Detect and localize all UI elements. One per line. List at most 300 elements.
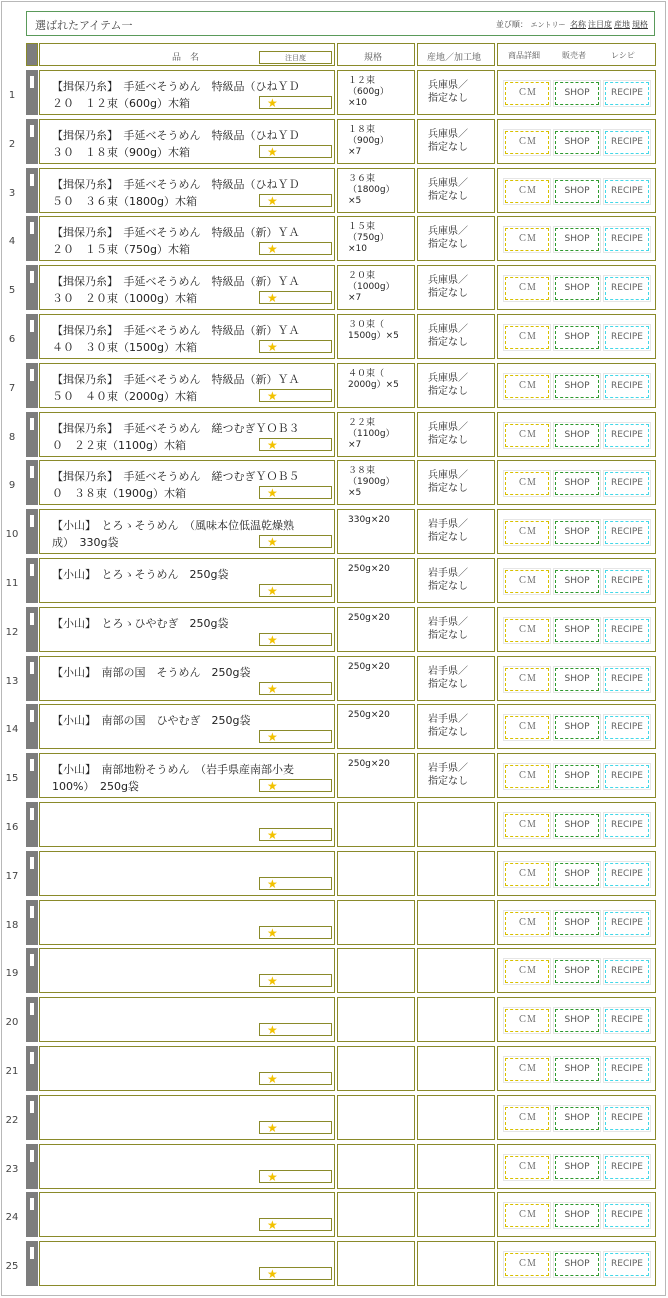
item-name-line-2: ３０ １８束（900g）木箱 <box>52 146 190 159</box>
row-handle[interactable] <box>26 656 38 701</box>
item-spec: １５束 （750g） ×10 <box>348 222 389 254</box>
cm-button[interactable]: ＣＭ <box>505 228 549 251</box>
row-handle[interactable] <box>26 1046 38 1091</box>
row-handle[interactable] <box>26 802 38 847</box>
row-handle[interactable] <box>26 1192 38 1237</box>
header-sidebar <box>26 43 38 66</box>
actions-cell <box>497 119 656 164</box>
item-name-line-1: 【揖保乃糸】 手延べそうめん 特級品（ひねＹＤ <box>52 129 300 142</box>
origin-cell <box>417 851 495 896</box>
attention-star-icon[interactable]: ★ <box>259 730 332 743</box>
item-origin: 岩手県／ 指定なし <box>428 763 468 787</box>
shop-button[interactable]: SHOP <box>555 375 599 398</box>
actions-cell <box>497 656 656 701</box>
item-name <box>52 712 332 729</box>
row-number: 4 <box>8 236 16 247</box>
item-name-line-1: 【小山】 南部地粉そうめん （岩手県産南部小麦 <box>52 763 294 776</box>
row-number: 2 <box>8 139 16 150</box>
shop-button[interactable]: SHOP <box>555 1009 599 1032</box>
row-handle[interactable] <box>26 363 38 408</box>
attention-star-icon[interactable]: ★ <box>259 1218 332 1231</box>
item-origin: 兵庫県／ 指定なし <box>428 324 468 348</box>
item-name-cell[interactable] <box>39 851 335 896</box>
recipe-button[interactable]: RECIPE <box>605 1156 649 1179</box>
origin-cell <box>417 656 495 701</box>
cm-button[interactable]: ＣＭ <box>505 326 549 349</box>
cm-button[interactable]: ＣＭ <box>505 960 549 983</box>
actions-cell <box>497 997 656 1042</box>
row-handle[interactable] <box>26 119 38 164</box>
item-name-cell[interactable] <box>39 802 335 847</box>
header-seller-label: 販売者 <box>562 51 586 60</box>
item-name <box>52 566 332 583</box>
recipe-button[interactable]: RECIPE <box>605 277 649 300</box>
item-name-line-1: 【揖保乃糸】 手延べそうめん 特級品（新）ＹＡ <box>52 373 300 386</box>
attention-star-icon[interactable]: ★ <box>259 340 332 353</box>
row-handle[interactable] <box>26 314 38 359</box>
recipe-button[interactable]: RECIPE <box>605 521 649 544</box>
row-number: 23 <box>5 1164 19 1175</box>
attention-star-icon[interactable]: ★ <box>259 877 332 890</box>
row-handle-mark <box>30 271 34 283</box>
attention-star-icon[interactable]: ★ <box>259 1072 332 1085</box>
shop-button[interactable]: SHOP <box>555 326 599 349</box>
shop-button[interactable]: SHOP <box>555 1253 599 1276</box>
row-number: 21 <box>5 1066 19 1077</box>
row-number: 17 <box>5 871 19 882</box>
header-origin-label: 産地／加工地 <box>427 53 482 63</box>
item-origin: 岩手県／ 指定なし <box>428 666 468 690</box>
item-name-line-1: 【揖保乃糸】 手延べそうめん 縒つむぎＹＯＢ３ <box>52 422 300 435</box>
attention-star-icon[interactable]: ★ <box>259 926 332 939</box>
origin-cell <box>417 119 495 164</box>
recipe-button[interactable]: RECIPE <box>605 960 649 983</box>
cm-button[interactable]: ＣＭ <box>505 1204 549 1227</box>
item-name-line-1: 【小山】 南部の国 そうめん 250g袋 <box>52 666 251 679</box>
cm-button[interactable]: ＣＭ <box>505 1107 549 1130</box>
row-handle[interactable] <box>26 607 38 652</box>
cm-button[interactable]: ＣＭ <box>505 570 549 593</box>
row-handle[interactable] <box>26 265 38 310</box>
attention-star-icon[interactable]: ★ <box>259 291 332 304</box>
item-name-cell[interactable] <box>39 704 335 749</box>
recipe-button[interactable]: RECIPE <box>605 765 649 788</box>
actions-cell <box>497 1095 656 1140</box>
spec-cell <box>337 948 415 993</box>
item-origin: 兵庫県／ 指定なし <box>428 422 468 446</box>
selected-items-header <box>26 11 655 36</box>
item-name-line-2: ０ ２２束（1100g）木箱 <box>52 439 186 452</box>
row-handle-mark <box>30 1052 34 1064</box>
recipe-button[interactable]: RECIPE <box>605 570 649 593</box>
cm-button[interactable]: ＣＭ <box>505 1156 549 1179</box>
origin-cell <box>417 216 495 261</box>
row-handle-mark <box>30 1101 34 1113</box>
attention-star-icon[interactable]: ★ <box>259 1170 332 1183</box>
row-handle-mark <box>30 418 34 430</box>
recipe-button[interactable]: RECIPE <box>605 472 649 495</box>
item-name-cell[interactable] <box>39 216 335 261</box>
item-name-cell[interactable] <box>39 168 335 213</box>
item-name <box>52 615 332 632</box>
item-name-cell[interactable] <box>39 607 335 652</box>
cm-button[interactable]: ＣＭ <box>505 1253 549 1276</box>
row-handle-mark <box>30 1003 34 1015</box>
actions-cell <box>497 70 656 115</box>
shop-button[interactable]: SHOP <box>555 668 599 691</box>
origin-cell <box>417 607 495 652</box>
origin-cell <box>417 1046 495 1091</box>
page-title: 選ばれたアイテム一 <box>35 19 133 32</box>
attention-star-icon[interactable]: ★ <box>259 438 332 451</box>
shop-button[interactable]: SHOP <box>555 472 599 495</box>
shop-button[interactable]: SHOP <box>555 1107 599 1130</box>
origin-cell <box>417 753 495 798</box>
header-detail-label: 商品詳細 <box>508 51 540 60</box>
row-handle-mark <box>30 759 34 771</box>
row-handle-mark <box>30 857 34 869</box>
shop-button[interactable]: SHOP <box>555 228 599 251</box>
row-handle[interactable] <box>26 509 38 554</box>
actions-cell <box>497 460 656 505</box>
recipe-button[interactable]: RECIPE <box>605 1253 649 1276</box>
shop-button[interactable]: SHOP <box>555 716 599 739</box>
row-handle[interactable] <box>26 216 38 261</box>
item-name-cell[interactable] <box>39 1046 335 1091</box>
header-spec-label: 規格 <box>364 53 383 63</box>
item-origin: 岩手県／ 指定なし <box>428 519 468 543</box>
cm-button[interactable]: ＣＭ <box>505 131 549 154</box>
row-number: 14 <box>5 724 19 735</box>
header-spec <box>337 43 415 66</box>
item-origin: 兵庫県／ 指定なし <box>428 129 468 153</box>
actions-cell <box>497 168 656 213</box>
cm-button[interactable]: ＣＭ <box>505 277 549 300</box>
item-name-line-2: 成） 330g袋 <box>52 536 119 549</box>
attention-star-icon[interactable]: ★ <box>259 584 332 597</box>
row-handle[interactable] <box>26 412 38 457</box>
actions-cell <box>497 948 656 993</box>
attention-star-icon[interactable]: ★ <box>259 1023 332 1036</box>
item-name-line-1: 【小山】 とろゝひやむぎ 250g袋 <box>52 617 229 630</box>
cm-button[interactable]: ＣＭ <box>505 472 549 495</box>
row-handle[interactable] <box>26 753 38 798</box>
row-handle-mark <box>30 710 34 722</box>
item-name-cell[interactable] <box>39 412 335 457</box>
attention-star-icon[interactable]: ★ <box>259 1267 332 1280</box>
recipe-button[interactable]: RECIPE <box>605 1009 649 1032</box>
origin-cell <box>417 1192 495 1237</box>
spec-cell <box>337 1046 415 1091</box>
shop-button[interactable]: SHOP <box>555 570 599 593</box>
row-number: 15 <box>5 773 19 784</box>
attention-star-icon[interactable]: ★ <box>259 242 332 255</box>
origin-cell <box>417 412 495 457</box>
item-name-line-1: 【小山】 とろゝそうめん 250g袋 <box>52 568 229 581</box>
recipe-button[interactable]: RECIPE <box>605 716 649 739</box>
actions-cell <box>497 412 656 457</box>
recipe-button[interactable]: RECIPE <box>605 1107 649 1130</box>
row-handle[interactable] <box>26 851 38 896</box>
cm-button[interactable]: ＣＭ <box>505 521 549 544</box>
shop-button[interactable]: SHOP <box>555 521 599 544</box>
row-handle-mark <box>30 125 34 137</box>
attention-star-icon[interactable]: ★ <box>259 389 332 402</box>
item-origin: 兵庫県／ 指定なし <box>428 470 468 494</box>
origin-cell <box>417 314 495 359</box>
item-spec: 250g×20 <box>348 564 390 574</box>
recipe-button[interactable]: RECIPE <box>605 668 649 691</box>
row-handle-mark <box>30 662 34 674</box>
item-spec: ３０束（ 1500g）×5 <box>348 320 399 341</box>
attention-star-icon[interactable]: ★ <box>259 96 332 109</box>
item-name-cell[interactable] <box>39 948 335 993</box>
row-handle-mark <box>30 906 34 918</box>
row-handle[interactable] <box>26 704 38 749</box>
recipe-button[interactable]: RECIPE <box>605 180 649 203</box>
actions-cell <box>497 314 656 359</box>
recipe-button[interactable]: RECIPE <box>605 82 649 105</box>
cm-button[interactable]: ＣＭ <box>505 765 549 788</box>
item-name-cell[interactable] <box>39 265 335 310</box>
row-number: 8 <box>8 432 16 443</box>
item-name-line-1: 【揖保乃糸】 手延べそうめん 特級品（新）ＹＡ <box>52 275 300 288</box>
attention-star-icon[interactable]: ★ <box>259 828 332 841</box>
row-number: 13 <box>5 676 19 687</box>
cm-button[interactable]: ＣＭ <box>505 1009 549 1032</box>
shop-button[interactable]: SHOP <box>555 1204 599 1227</box>
row-number: 22 <box>5 1115 19 1126</box>
header-name-label: 品 名 <box>172 53 200 63</box>
spec-cell <box>337 216 415 261</box>
actions-cell <box>497 216 656 261</box>
actions-cell <box>497 1144 656 1189</box>
spec-cell <box>337 460 415 505</box>
row-handle[interactable] <box>26 168 38 213</box>
shop-button[interactable]: SHOP <box>555 619 599 642</box>
recipe-button[interactable]: RECIPE <box>605 326 649 349</box>
shop-button[interactable]: SHOP <box>555 277 599 300</box>
sort-by-origin-link[interactable]: 産地 <box>614 20 630 29</box>
item-name-line-1: 【小山】 とろゝそうめん （風味本位低温乾燥熟 <box>52 519 294 532</box>
row-handle-mark <box>30 76 34 88</box>
spec-cell <box>337 997 415 1042</box>
item-spec: 250g×20 <box>348 613 390 623</box>
item-spec: ３６束 （1800g） ×5 <box>348 174 395 206</box>
item-name-cell[interactable] <box>39 558 335 603</box>
recipe-button[interactable]: RECIPE <box>605 424 649 447</box>
cm-button[interactable]: ＣＭ <box>505 82 549 105</box>
spec-cell <box>337 802 415 847</box>
shop-button[interactable]: SHOP <box>555 131 599 154</box>
spec-cell <box>337 1144 415 1189</box>
shop-button[interactable]: SHOP <box>555 424 599 447</box>
spec-cell <box>337 607 415 652</box>
row-handle[interactable] <box>26 948 38 993</box>
row-handle[interactable] <box>26 1095 38 1140</box>
origin-cell <box>417 802 495 847</box>
spec-cell <box>337 851 415 896</box>
recipe-button[interactable]: RECIPE <box>605 814 649 837</box>
attention-star-icon[interactable]: ★ <box>259 779 332 792</box>
origin-cell <box>417 1095 495 1140</box>
recipe-button[interactable]: RECIPE <box>605 375 649 398</box>
recipe-button[interactable]: RECIPE <box>605 228 649 251</box>
item-name-line-2: ４０ ３０束（1500g）木箱 <box>52 341 197 354</box>
row-handle-mark <box>30 174 34 186</box>
attention-star-icon[interactable]: ★ <box>259 1121 332 1134</box>
attention-star-icon[interactable]: ★ <box>259 682 332 695</box>
item-name-cell[interactable] <box>39 1095 335 1140</box>
actions-cell <box>497 363 656 408</box>
actions-cell <box>497 900 656 945</box>
cm-button[interactable]: ＣＭ <box>505 668 549 691</box>
shop-button[interactable]: SHOP <box>555 814 599 837</box>
item-name-line-1: 【小山】 南部の国 ひやむぎ 250g袋 <box>52 714 251 727</box>
item-name-cell[interactable] <box>39 460 335 505</box>
spec-cell <box>337 656 415 701</box>
row-handle[interactable] <box>26 460 38 505</box>
recipe-button[interactable]: RECIPE <box>605 131 649 154</box>
cm-button[interactable]: ＣＭ <box>505 1058 549 1081</box>
row-handle-mark <box>30 1198 34 1210</box>
item-name-cell[interactable] <box>39 997 335 1042</box>
item-origin: 岩手県／ 指定なし <box>428 617 468 641</box>
item-name-cell[interactable] <box>39 70 335 115</box>
actions-cell <box>497 1241 656 1286</box>
origin-cell <box>417 997 495 1042</box>
row-number: 19 <box>5 968 19 979</box>
item-spec: 250g×20 <box>348 759 390 769</box>
shop-button[interactable]: SHOP <box>555 765 599 788</box>
item-name-line-1: 【揖保乃糸】 手延べそうめん 特級品（新）ＹＡ <box>52 324 300 337</box>
item-spec: ４０束（ 2000g）×5 <box>348 369 399 390</box>
item-name <box>52 664 332 681</box>
actions-cell <box>497 558 656 603</box>
origin-cell <box>417 558 495 603</box>
row-number: 6 <box>8 334 16 345</box>
cm-button[interactable]: ＣＭ <box>505 863 549 886</box>
origin-cell <box>417 363 495 408</box>
item-name-line-1: 【揖保乃糸】 手延べそうめん 特級品（新）ＹＡ <box>52 226 300 239</box>
shop-button[interactable]: SHOP <box>555 1156 599 1179</box>
attention-star-icon[interactable]: ★ <box>259 486 332 499</box>
row-handle[interactable] <box>26 900 38 945</box>
recipe-button[interactable]: RECIPE <box>605 1058 649 1081</box>
item-name-cell[interactable] <box>39 656 335 701</box>
row-handle[interactable] <box>26 1241 38 1286</box>
shop-button[interactable]: SHOP <box>555 960 599 983</box>
header-recipe-label: レシピ <box>611 51 635 60</box>
attention-star-icon[interactable]: ★ <box>259 633 332 646</box>
actions-cell <box>497 1046 656 1091</box>
row-number: 25 <box>5 1261 19 1272</box>
attention-star-icon[interactable]: ★ <box>259 974 332 987</box>
cm-button[interactable]: ＣＭ <box>505 424 549 447</box>
item-spec: １２束 （600g） ×10 <box>348 76 389 108</box>
actions-cell <box>497 509 656 554</box>
item-origin: 兵庫県／ 指定なし <box>428 275 468 299</box>
recipe-button[interactable]: RECIPE <box>605 912 649 935</box>
row-handle-mark <box>30 1247 34 1259</box>
item-name-cell[interactable] <box>39 900 335 945</box>
item-name-cell[interactable] <box>39 509 335 554</box>
spec-cell <box>337 314 415 359</box>
row-handle-mark <box>30 613 34 625</box>
recipe-button[interactable]: RECIPE <box>605 619 649 642</box>
shop-button[interactable]: SHOP <box>555 1058 599 1081</box>
attention-star-icon[interactable]: ★ <box>259 194 332 207</box>
spec-cell <box>337 704 415 749</box>
row-handle[interactable] <box>26 997 38 1042</box>
header-actions <box>497 43 656 66</box>
shop-button[interactable]: SHOP <box>555 82 599 105</box>
item-name-cell[interactable] <box>39 363 335 408</box>
shop-button[interactable]: SHOP <box>555 863 599 886</box>
item-name-cell[interactable] <box>39 119 335 164</box>
recipe-button[interactable]: RECIPE <box>605 1204 649 1227</box>
item-name-cell[interactable] <box>39 314 335 359</box>
row-number: 24 <box>5 1212 19 1223</box>
shop-button[interactable]: SHOP <box>555 912 599 935</box>
item-name-cell[interactable] <box>39 753 335 798</box>
cm-button[interactable]: ＣＭ <box>505 180 549 203</box>
cm-button[interactable]: ＣＭ <box>505 716 549 739</box>
cm-button[interactable]: ＣＭ <box>505 619 549 642</box>
item-name-cell[interactable] <box>39 1144 335 1189</box>
item-name-cell[interactable] <box>39 1192 335 1237</box>
item-spec: ３８束 （1900g） ×5 <box>348 466 395 498</box>
row-number: 1 <box>8 90 16 101</box>
spec-cell <box>337 753 415 798</box>
row-handle[interactable] <box>26 558 38 603</box>
row-number: 11 <box>5 578 19 589</box>
sort-by-spec-link[interactable]: 規格 <box>632 20 648 29</box>
origin-cell <box>417 168 495 213</box>
spec-cell <box>337 1192 415 1237</box>
cm-button[interactable]: ＣＭ <box>505 814 549 837</box>
origin-cell <box>417 460 495 505</box>
row-number: 10 <box>5 529 19 540</box>
row-number: 16 <box>5 822 19 833</box>
item-name-cell[interactable] <box>39 1241 335 1286</box>
row-handle[interactable] <box>26 1144 38 1189</box>
spec-cell <box>337 1095 415 1140</box>
cm-button[interactable]: ＣＭ <box>505 375 549 398</box>
row-handle-mark <box>30 515 34 527</box>
shop-button[interactable]: SHOP <box>555 180 599 203</box>
item-spec: ２２束 （1100g） ×7 <box>348 418 395 450</box>
attention-star-icon[interactable]: ★ <box>259 145 332 158</box>
spec-cell <box>337 168 415 213</box>
sort-label: 並び順： <box>495 20 528 29</box>
row-handle-mark <box>30 1150 34 1162</box>
sort-by-name-link[interactable]: 名称 <box>570 20 586 29</box>
header-name <box>39 43 335 66</box>
row-handle-mark <box>30 222 34 234</box>
spec-cell <box>337 1241 415 1286</box>
item-spec: 330g×20 <box>348 515 390 525</box>
sort-by-attention-link[interactable]: 注目度 <box>588 20 612 29</box>
item-origin: 兵庫県／ 指定なし <box>428 373 468 397</box>
cm-button[interactable]: ＣＭ <box>505 912 549 935</box>
item-name-line-1: 【揖保乃糸】 手延べそうめん 特級品（ひねＹＤ <box>52 178 300 191</box>
row-handle[interactable] <box>26 70 38 115</box>
origin-cell <box>417 265 495 310</box>
item-name-line-2: ０ ３８束（1900g）木箱 <box>52 487 186 500</box>
attention-star-icon[interactable]: ★ <box>259 535 332 548</box>
recipe-button[interactable]: RECIPE <box>605 863 649 886</box>
